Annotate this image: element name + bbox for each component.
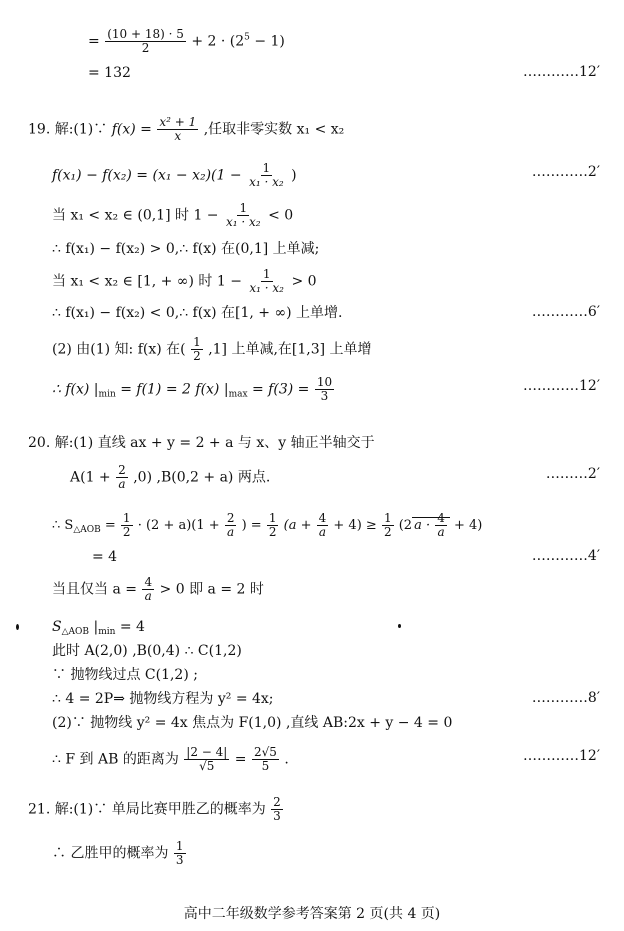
q19-line-6: ∴ f(x₁) − f(x₂) < 0,∴ f(x) 在[1, + ∞) 上单增. [52, 305, 343, 321]
scan-speck [398, 624, 401, 628]
top-line-2: = 132 [88, 65, 131, 81]
score-marker: …………12′ [523, 64, 600, 80]
q20-line-11: ∴ F 到 AB 的距离为 $\frac{|2 - 4|}{√5}$ = $\frac{2√5}{5}$ . [52, 745, 289, 773]
q19-line-1: 19. 解:(1)∵ f(x) = $\frac{\text{x² + 1}}{x}$ ,任取非零实数 x₁ < x₂ [28, 115, 345, 143]
q20-line-9: ∴ 4 = 2P⇒ 抛物线方程为 y² = 4x; [52, 691, 274, 707]
score-marker: …………12′ [523, 378, 600, 394]
q21-line-1: 21. 解:(1)∵ 单局比赛甲胜乙的概率为 $\frac{2}{3}$ [28, 795, 281, 823]
fraction: $\frac{(10 + 18) \cdot 5}{2}$ [107, 27, 184, 55]
score-marker: …………12′ [523, 748, 600, 764]
score-marker: …………2′ [531, 164, 600, 180]
score-marker: ………2′ [545, 466, 600, 482]
top-line-1: = $\frac{(10 + 18) \cdot 5}{2}$ + $2 \cdot (2^5 - 1)$ [88, 27, 285, 55]
q20-line-4: = 4 [92, 549, 118, 565]
score-marker: …………4′ [531, 548, 600, 564]
page-footer: 高中二年级数学参考答案第 2 页(共 4 页) [183, 906, 441, 922]
q20-line-1: 20. 解:(1) 直线 ax + y = 2 + a 与 x、y 轴正半轴交于 [28, 435, 375, 451]
q20-line-10: (2)∵ 抛物线 y² = 4x 焦点为 F(1,0) ,直线 AB:2x + y − 4 = 0 [52, 715, 453, 731]
q19-line-2: f(x₁) − f(x₂) = (x₁ − x₂)(1 − $\frac{1}{\text{x₁ · x₂}}$ ) [52, 161, 297, 189]
score-marker: …………6′ [531, 304, 600, 320]
q19-line-8: ∴ f(x) $|_{min} = f(1) = 2$ f(x) $|_{max} = f(3)$ = $\frac{10}{3}$ [52, 375, 333, 403]
q21-line-2: ∴ 乙胜甲的概率为 $\frac{1}{3}$ [52, 839, 184, 867]
q20-line-3: ∴ $S_{\triangle AOB}$ = $\frac{1}{2}$ · (2 + a)(1 + $\frac{2}{a}$ ) = $\frac{1}{2}$ (a + $\frac{4}{a}$ + 4) ≥ $\frac{1}{2}$ (2 a · $\frac{4}{a}$ + 4) [52, 511, 483, 539]
q19-line-5: 当 x₁ < x₂ ∈ [1, + ∞) 时 1 − $\frac{1}{\text{x₁ · x₂}}$ > 0 [52, 267, 317, 295]
q19-line-3: 当 x₁ < x₂ ∈ (0,1] 时 1 − $\frac{1}{\text{x₁ · x₂}}$ < 0 [52, 201, 294, 229]
q20-line-7: 此时 A(2,0) ,B(0,4) ∴ C(1,2) [52, 643, 242, 659]
q19-line-7: (2) 由(1) 知: f(x) 在( $\frac{1}{2}$ ,1] 上单减,在[1,3] 上单增 [52, 335, 372, 363]
q20-line-6: $S_{\triangle AOB}$ $|_{min} = 4$ [52, 619, 145, 637]
scan-speck [16, 624, 19, 630]
q19-line-4: ∴ f(x₁) − f(x₂) > 0,∴ f(x) 在(0,1] 上单减; [52, 241, 320, 257]
q20-line-2: A(1 + $\frac{2}{a}$ ,0) ,B(0,2 + a) 两点. [70, 463, 271, 491]
score-marker: …………8′ [531, 690, 600, 706]
q20-line-5: 当且仅当 a = $\frac{4}{a}$ > 0 即 a = 2 时 [52, 575, 264, 603]
q20-line-8: ∵ 抛物线过点 C(1,2) ; [52, 667, 198, 683]
